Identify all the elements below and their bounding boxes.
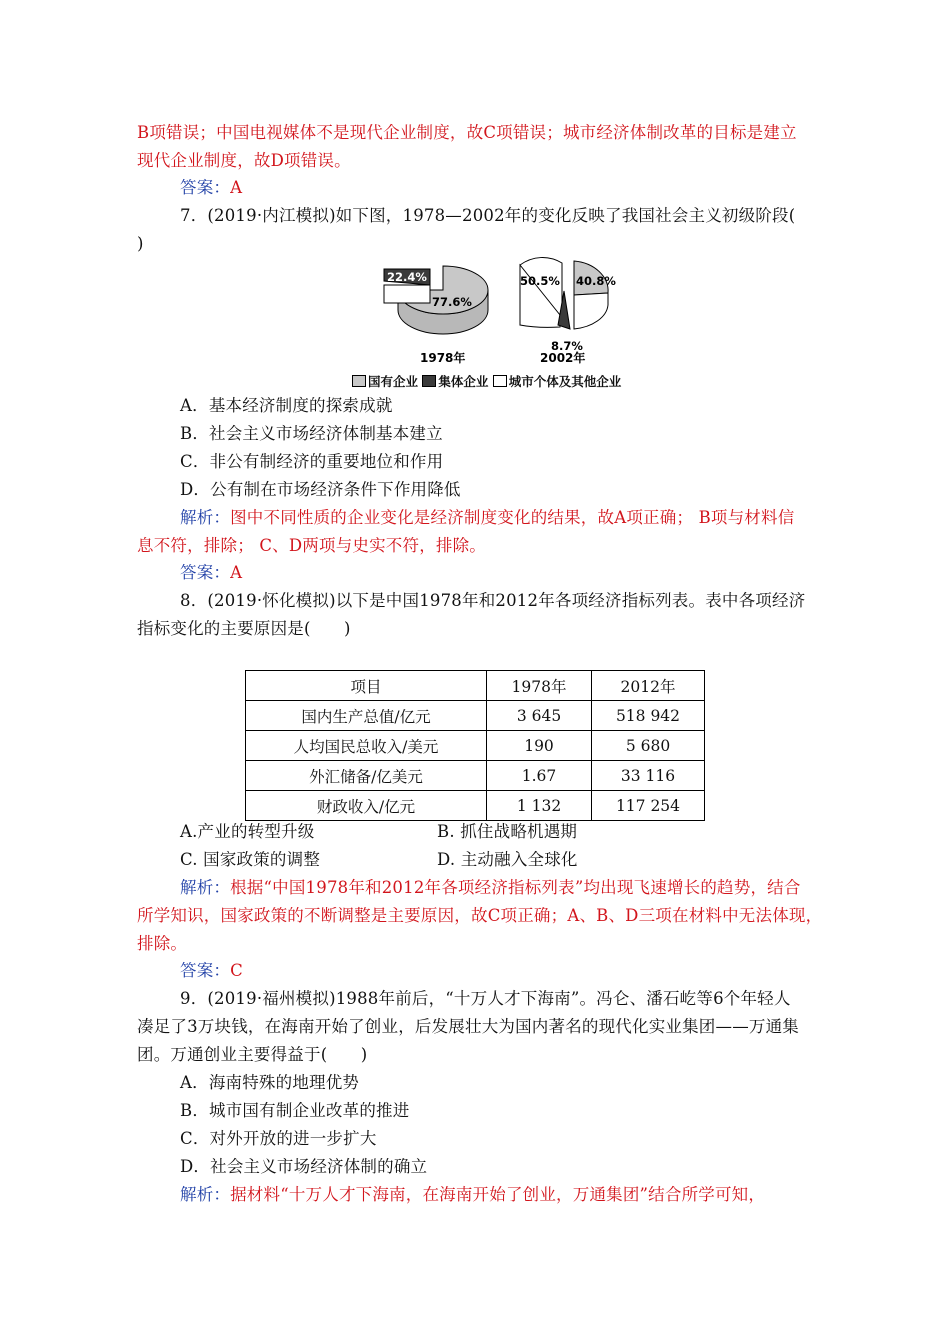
q9-stem-line-1: 9．(2019·福州模拟)1988年前后，“十万人才下海南”。冯仑、潘石屹等6个年轻人 — [180, 989, 791, 1008]
table-cell: 117 254 — [592, 791, 705, 821]
pie-1978 — [384, 266, 488, 365]
table-cell: 1 132 — [487, 791, 592, 821]
pie-2002-private-label: 50.5% — [520, 274, 560, 288]
table-cell: 5 680 — [592, 731, 705, 761]
table-cell: 1.67 — [487, 761, 592, 791]
q8-stem-line-2: 指标变化的主要原因是( ) — [137, 619, 351, 638]
pie-charts-figure — [370, 255, 620, 367]
q9-stem-line-3: 团。万通创业主要得益于( ) — [137, 1045, 368, 1064]
answer-value: C — [230, 961, 243, 980]
pie-2002-state-side — [574, 293, 608, 329]
pie-1978-collective-label: 22.4% — [387, 270, 427, 284]
q9-option-c: C．对外开放的进一步扩大 — [180, 1129, 377, 1148]
table-cell: 人均国民总收入/美元 — [246, 731, 487, 761]
q7-analysis-line-2: 息不符，排除； C、D两项与史实不符，排除。 — [137, 536, 486, 555]
analysis-label: 解析： — [180, 878, 231, 897]
answer-value: A — [230, 178, 243, 197]
table-row — [246, 701, 705, 731]
analysis-text: 据材料“十万人才下海南，在海南开始了创业，万通集团”结合所学可知， — [230, 1185, 766, 1204]
pie-2002-collective-label: 8.7% — [551, 339, 583, 353]
answer-value: A — [230, 563, 243, 582]
legend-state: 国有企业 — [368, 374, 419, 389]
table-header-cell: 2012年 — [592, 671, 705, 701]
q8-option-d: D. 主动融入全球化 — [437, 850, 578, 869]
q7-stem-line-2: ) — [137, 234, 144, 253]
pie-2002-state-label: 40.8% — [576, 274, 616, 288]
q8-answer — [180, 961, 243, 981]
q7-option-c: C．非公有制经济的重要地位和作用 — [180, 452, 444, 471]
table-row — [246, 791, 705, 821]
table-cell: 国内生产总值/亿元 — [246, 701, 487, 731]
q8-analysis-line-1 — [180, 878, 801, 898]
pie-2002 — [520, 258, 616, 365]
table-cell: 外汇储备/亿美元 — [246, 761, 487, 791]
pie-1978-year-label: 1978年 — [420, 351, 466, 365]
q8-option-b: B. 抓住战略机遇期 — [437, 822, 578, 841]
table-cell: 190 — [487, 731, 592, 761]
pie-2002-year-label: 2002年 — [540, 351, 586, 365]
q8-option-c: C. 国家政策的调整 — [180, 850, 321, 869]
legend-collective: 集体企业 — [438, 374, 489, 389]
q8-analysis-line-2: 所学知识，国家政策的不断调整是主要原因，故C项正确；A、B、D三项在材料中无法体现， — [137, 906, 823, 925]
q6-analysis-line-2: 现代企业制度，故D项错误。 — [137, 151, 351, 170]
analysis-label: 解析： — [180, 508, 231, 527]
q8-analysis-line-3: 排除。 — [137, 934, 188, 953]
pie-1978-state-label: 77.6% — [432, 295, 472, 309]
q9-stem-line-2: 凑足了3万块钱，在海南开始了创业，后发展壮大为国内著名的现代化实业集团——万通集 — [137, 1017, 799, 1036]
legend-swatch-private — [493, 375, 507, 387]
table-cell: 财政收入/亿元 — [246, 791, 487, 821]
table-row — [246, 731, 705, 761]
legend-swatch-state — [352, 375, 366, 387]
q9-option-a: A．海南特殊的地理优势 — [180, 1073, 360, 1092]
q7-option-a: A．基本经济制度的探索成就 — [180, 396, 393, 415]
answer-label: 答案： — [180, 961, 231, 980]
pie-1978-collective-side — [384, 285, 430, 303]
analysis-text: 图中不同性质的企业变化是经济制度变化的结果，故A项正确； B项与材料信 — [230, 508, 795, 527]
answer-label: 答案： — [180, 178, 231, 197]
q8-option-a: A.产业的转型升级 — [180, 822, 315, 841]
q9-option-d: D．社会主义市场经济体制的确立 — [180, 1157, 428, 1176]
table-row — [246, 761, 705, 791]
q7-answer — [180, 563, 242, 583]
analysis-label: 解析： — [180, 1185, 231, 1204]
q7-option-d: D．公有制在市场经济条件下作用降低 — [180, 480, 461, 499]
q8-stem-line-1: 8．(2019·怀化模拟)以下是中国1978年和2012年各项经济指标列表。表中各项经济 — [180, 591, 806, 610]
table-header-cell: 项目 — [246, 671, 487, 701]
legend-swatch-collective — [422, 375, 436, 387]
table-cell: 33 116 — [592, 761, 705, 791]
q7-stem-line-1: 7．(2019·内江模拟)如下图，1978—2002年的变化反映了我国社会主义初级阶段( — [180, 206, 796, 225]
economic-indicator-table — [245, 670, 705, 821]
q6-analysis-line-1: B项错误；中国电视媒体不是现代企业制度，故C项错误；城市经济体制改革的目标是建立 — [137, 123, 797, 142]
q7-analysis-line-1 — [180, 508, 794, 528]
table-cell: 3 645 — [487, 701, 592, 731]
q9-analysis-line-1 — [180, 1185, 765, 1205]
q6-answer — [180, 178, 242, 198]
table-header-row — [246, 671, 705, 701]
legend-private: 城市个体及其他企业 — [508, 374, 622, 389]
table-cell: 518 942 — [592, 701, 705, 731]
q7-option-b: B．社会主义市场经济体制基本建立 — [180, 424, 443, 443]
q9-option-b: B．城市国有制企业改革的推进 — [180, 1101, 410, 1120]
analysis-text: 根据“中国1978年和2012年各项经济指标列表”均出现飞速增长的趋势，结合 — [230, 878, 801, 897]
chart-legend — [352, 372, 621, 390]
answer-label: 答案： — [180, 563, 231, 582]
table-header-cell: 1978年 — [487, 671, 592, 701]
